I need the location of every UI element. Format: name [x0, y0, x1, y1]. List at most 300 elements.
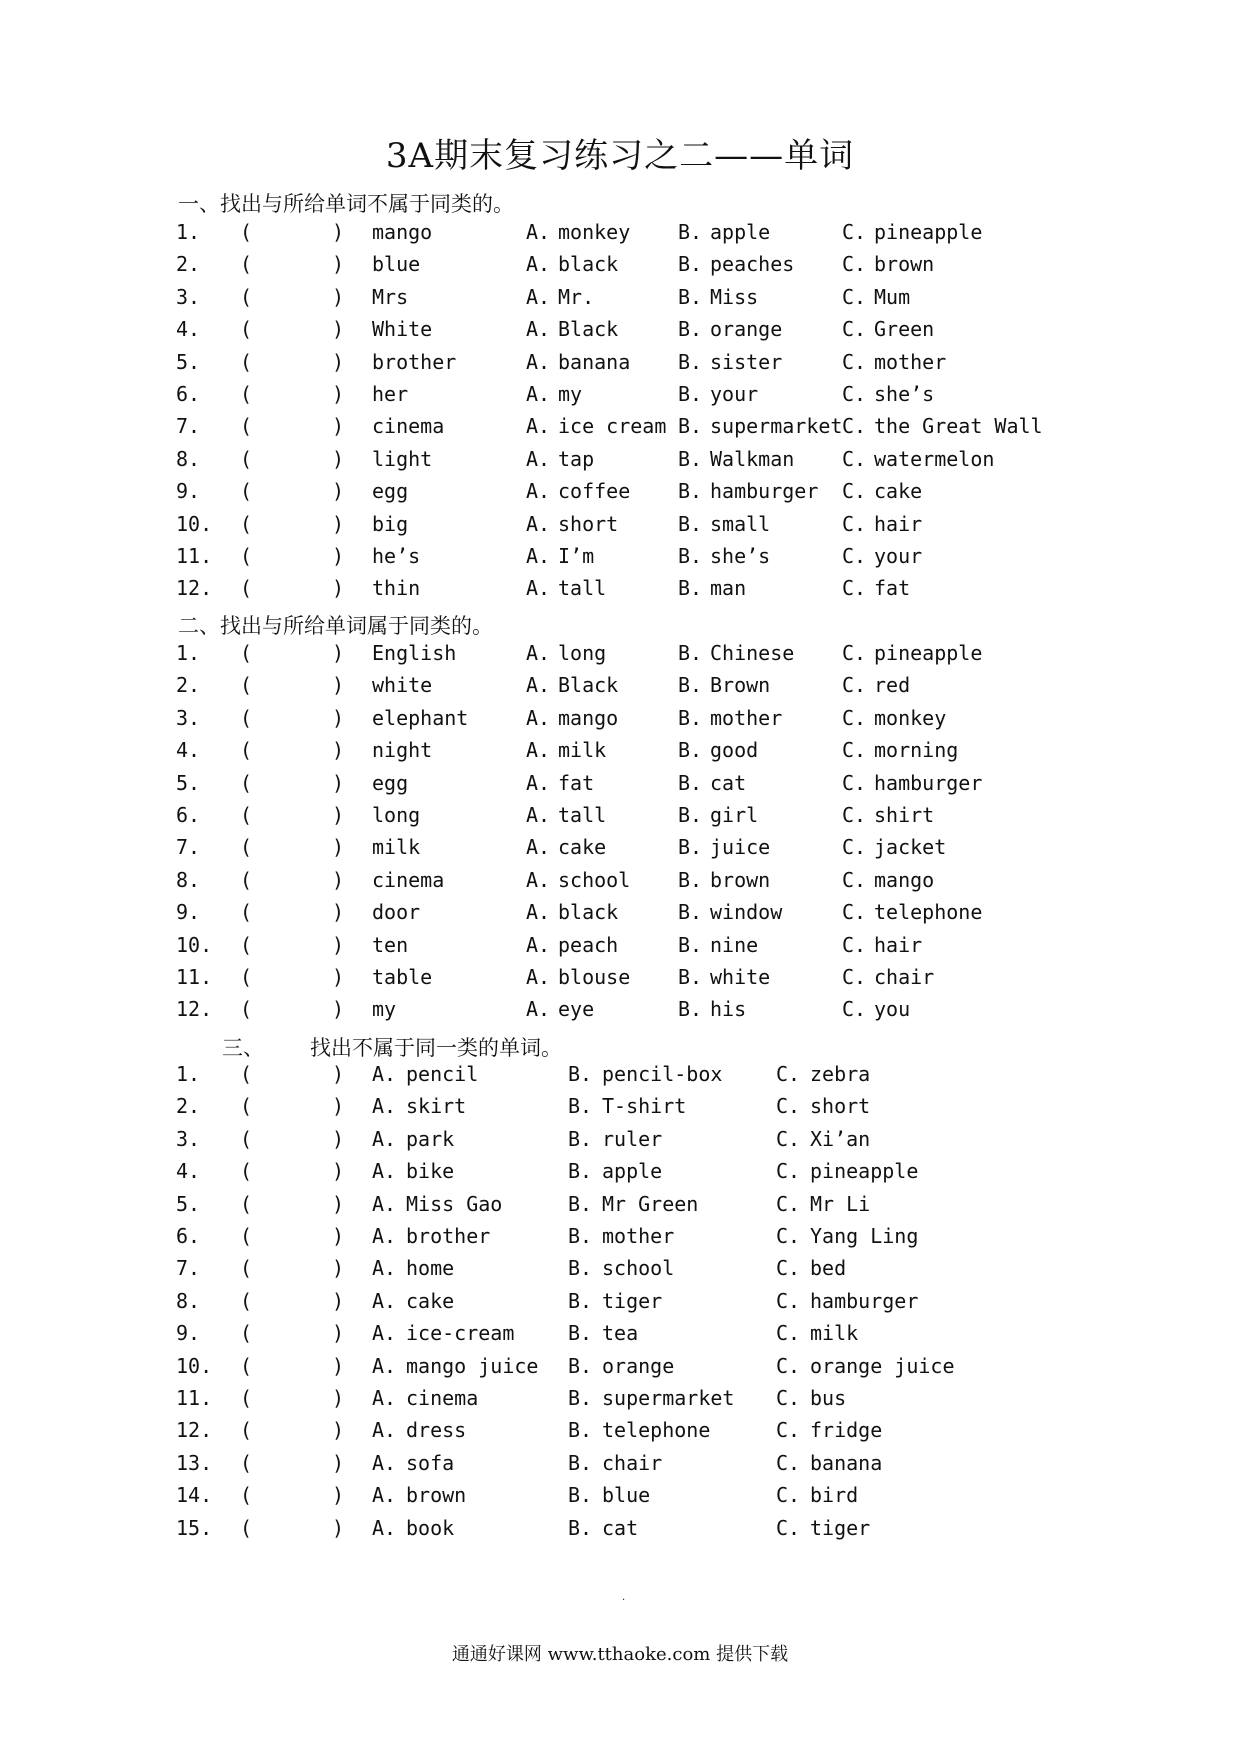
option-b-label: B.	[568, 1062, 593, 1086]
option-a-label: A.	[526, 576, 551, 601]
option-a-label: A.	[372, 1062, 397, 1086]
question-row	[0, 1483, 1240, 1516]
option-a-label: A.	[372, 1256, 397, 1281]
given-word: milk	[372, 835, 421, 860]
option-a-label: A.	[526, 932, 551, 957]
close-paren: )	[332, 803, 345, 827]
option-c-label: C.	[842, 349, 867, 374]
option-b: cat	[602, 1515, 639, 1540]
option-a: sofa	[406, 1450, 455, 1475]
option-b-label: B.	[678, 835, 703, 860]
question-number: 8.	[176, 1288, 201, 1313]
question-row	[0, 1418, 1240, 1451]
option-c-label: C.	[776, 1062, 801, 1086]
question-row	[0, 447, 1240, 480]
option-b-label: B.	[568, 1386, 593, 1410]
close-paren: )	[332, 1515, 345, 1540]
option-c-label: C.	[842, 965, 867, 989]
close-paren: )	[332, 511, 345, 536]
question-number: 9.	[176, 1321, 201, 1346]
option-c-label: C.	[842, 220, 867, 244]
close-paren: )	[332, 382, 345, 406]
option-a: eye	[558, 997, 595, 1022]
close-paren: )	[332, 1191, 345, 1216]
given-word: table	[372, 965, 433, 989]
close-paren: )	[332, 1450, 345, 1475]
option-c: Yang Ling	[810, 1224, 919, 1248]
option-a-label: A.	[372, 1224, 397, 1248]
open-paren: (	[240, 414, 253, 439]
option-a: school	[558, 867, 631, 892]
question-row	[0, 1516, 1240, 1549]
question-number: 2.	[176, 673, 201, 698]
option-b: girl	[710, 803, 759, 827]
open-paren: (	[240, 1288, 253, 1313]
open-paren: (	[240, 446, 253, 471]
option-a-label: A.	[526, 414, 551, 439]
option-a-label: A.	[372, 1450, 397, 1475]
option-c: watermelon	[874, 446, 995, 471]
close-paren: )	[332, 1386, 345, 1410]
option-c-label: C.	[842, 641, 867, 665]
question-row	[0, 706, 1240, 739]
question-number: 5.	[176, 349, 201, 374]
close-paren: )	[332, 900, 345, 925]
close-paren: )	[332, 414, 345, 439]
question-number: 2.	[176, 252, 201, 277]
close-paren: )	[332, 835, 345, 860]
option-c: hair	[874, 511, 923, 536]
option-c-label: C.	[776, 1191, 801, 1216]
option-a-label: A.	[372, 1321, 397, 1346]
close-paren: )	[332, 770, 345, 795]
open-paren: (	[240, 1126, 253, 1151]
option-b-label: B.	[678, 252, 703, 277]
option-c-label: C.	[842, 446, 867, 471]
given-word: night	[372, 738, 433, 763]
option-b: Mr Green	[602, 1191, 699, 1216]
option-b-label: B.	[568, 1191, 593, 1216]
option-b: apple	[710, 220, 771, 244]
question-row	[0, 1094, 1240, 1127]
question-number: 15.	[176, 1515, 213, 1540]
question-number: 6.	[176, 803, 201, 827]
close-paren: )	[332, 349, 345, 374]
option-c: hamburger	[810, 1288, 919, 1313]
option-c-label: C.	[776, 1321, 801, 1346]
option-c: brown	[874, 252, 935, 277]
close-paren: )	[332, 1353, 345, 1378]
option-b-label: B.	[678, 641, 703, 665]
question-row	[0, 285, 1240, 318]
question-row	[0, 1127, 1240, 1160]
option-b: juice	[710, 835, 771, 860]
close-paren: )	[332, 446, 345, 471]
option-a: my	[558, 382, 583, 406]
close-paren: )	[332, 1483, 345, 1508]
question-row	[0, 868, 1240, 901]
open-paren: (	[240, 803, 253, 827]
given-word: thin	[372, 576, 421, 601]
option-a: short	[558, 511, 619, 536]
option-b-label: B.	[678, 867, 703, 892]
option-a: skirt	[406, 1094, 467, 1119]
question-number: 2.	[176, 1094, 201, 1119]
open-paren: (	[240, 317, 253, 342]
option-a-label: A.	[372, 1515, 397, 1540]
option-c-label: C.	[776, 1288, 801, 1313]
option-c: shirt	[874, 803, 935, 827]
option-b-label: B.	[678, 544, 703, 568]
option-a-label: A.	[372, 1094, 397, 1119]
option-b-label: B.	[678, 738, 703, 763]
given-word: egg	[372, 479, 409, 504]
option-b: sister	[710, 349, 783, 374]
given-word: brother	[372, 349, 457, 374]
question-row	[0, 803, 1240, 836]
section-1-heading: 一、找出与所给单词不属于同类的。	[178, 192, 514, 216]
option-a-label: A.	[526, 835, 551, 860]
option-a: long	[558, 641, 607, 665]
given-word: egg	[372, 770, 409, 795]
option-c-label: C.	[842, 414, 867, 439]
option-a-label: A.	[526, 738, 551, 763]
question-number: 11.	[176, 965, 213, 989]
question-number: 1.	[176, 220, 201, 244]
option-c: fridge	[810, 1418, 883, 1443]
question-number: 4.	[176, 738, 201, 763]
close-paren: )	[332, 544, 345, 568]
option-b: Walkman	[710, 446, 795, 471]
option-a-label: A.	[526, 867, 551, 892]
option-c: telephone	[874, 900, 983, 925]
open-paren: (	[240, 252, 253, 277]
option-c: pineapple	[874, 641, 983, 665]
option-a: cinema	[406, 1386, 479, 1410]
option-c: you	[874, 997, 911, 1022]
close-paren: )	[332, 1418, 345, 1443]
option-a-label: A.	[526, 673, 551, 698]
given-word: light	[372, 446, 433, 471]
question-row	[0, 1354, 1240, 1387]
option-c: your	[874, 544, 923, 568]
given-word: English	[372, 641, 457, 665]
option-b: Chinese	[710, 641, 795, 665]
open-paren: (	[240, 349, 253, 374]
option-b-label: B.	[678, 317, 703, 342]
open-paren: (	[240, 932, 253, 957]
given-word: blue	[372, 252, 421, 277]
option-a-label: A.	[526, 997, 551, 1022]
option-c: banana	[810, 1450, 883, 1475]
option-c-label: C.	[842, 544, 867, 568]
question-number: 7.	[176, 835, 201, 860]
given-word: Mrs	[372, 284, 409, 309]
question-number: 8.	[176, 446, 201, 471]
close-paren: )	[332, 576, 345, 601]
close-paren: )	[332, 965, 345, 989]
option-b: hamburger	[710, 479, 819, 504]
open-paren: (	[240, 673, 253, 698]
option-c: mother	[874, 349, 947, 374]
option-b: man	[710, 576, 747, 601]
option-a-label: A.	[372, 1126, 397, 1151]
option-a: tall	[558, 576, 607, 601]
option-b-label: B.	[568, 1353, 593, 1378]
option-b-label: B.	[568, 1256, 593, 1281]
question-number: 6.	[176, 1224, 201, 1248]
given-word: big	[372, 511, 409, 536]
option-a-label: A.	[372, 1386, 397, 1410]
option-c: bus	[810, 1386, 847, 1410]
option-b: peaches	[710, 252, 795, 277]
option-a-label: A.	[372, 1288, 397, 1313]
option-a: tap	[558, 446, 595, 471]
open-paren: (	[240, 1450, 253, 1475]
option-b: she’s	[710, 544, 771, 568]
option-a-label: A.	[526, 803, 551, 827]
option-a: park	[406, 1126, 455, 1151]
question-number: 11.	[176, 1386, 213, 1410]
close-paren: )	[332, 673, 345, 698]
option-c-label: C.	[842, 738, 867, 763]
option-b: Brown	[710, 673, 771, 698]
close-paren: )	[332, 1224, 345, 1248]
option-a-label: A.	[526, 446, 551, 471]
option-b-label: B.	[568, 1515, 593, 1540]
option-c: tiger	[810, 1515, 871, 1540]
option-c: Green	[874, 317, 935, 342]
open-paren: (	[240, 576, 253, 601]
question-number: 3.	[176, 705, 201, 730]
close-paren: )	[332, 1126, 345, 1151]
option-c-label: C.	[776, 1418, 801, 1443]
question-row	[0, 1451, 1240, 1484]
question-row	[0, 252, 1240, 285]
option-c-label: C.	[842, 252, 867, 277]
close-paren: )	[332, 317, 345, 342]
close-paren: )	[332, 705, 345, 730]
option-a-label: A.	[526, 900, 551, 925]
option-c-label: C.	[842, 900, 867, 925]
question-row	[0, 641, 1240, 674]
given-word: my	[372, 997, 397, 1022]
option-a: coffee	[558, 479, 631, 504]
option-a-label: A.	[372, 1418, 397, 1443]
option-b-label: B.	[678, 900, 703, 925]
question-row	[0, 933, 1240, 966]
option-a: mango	[558, 705, 619, 730]
close-paren: )	[332, 932, 345, 957]
option-b-label: B.	[678, 511, 703, 536]
option-a: tall	[558, 803, 607, 827]
question-row	[0, 220, 1240, 253]
option-b: apple	[602, 1159, 663, 1184]
option-b: tiger	[602, 1288, 663, 1313]
question-row	[0, 382, 1240, 415]
option-c: orange juice	[810, 1353, 955, 1378]
option-b-label: B.	[678, 770, 703, 795]
given-word: her	[372, 382, 409, 406]
close-paren: )	[332, 1094, 345, 1119]
option-b-label: B.	[568, 1094, 593, 1119]
close-paren: )	[332, 1159, 345, 1184]
option-c-label: C.	[842, 382, 867, 406]
option-b-label: B.	[678, 997, 703, 1022]
option-a: ice cream	[558, 414, 667, 439]
option-a-label: A.	[372, 1191, 397, 1216]
question-number: 8.	[176, 867, 201, 892]
option-b: supermarket	[710, 414, 843, 439]
option-b-label: B.	[678, 576, 703, 601]
option-c-label: C.	[776, 1126, 801, 1151]
close-paren: )	[332, 284, 345, 309]
option-a: cake	[558, 835, 607, 860]
option-c: Mr Li	[810, 1191, 871, 1216]
question-number: 3.	[176, 1126, 201, 1151]
option-a-label: A.	[526, 641, 551, 665]
option-a-label: A.	[526, 317, 551, 342]
option-b-label: B.	[678, 932, 703, 957]
option-c: fat	[874, 576, 911, 601]
option-b: small	[710, 511, 771, 536]
option-b-label: B.	[568, 1159, 593, 1184]
question-row	[0, 1321, 1240, 1354]
open-paren: (	[240, 641, 253, 665]
option-c: Mum	[874, 284, 911, 309]
open-paren: (	[240, 835, 253, 860]
option-c: pineapple	[810, 1159, 919, 1184]
option-c-label: C.	[776, 1483, 801, 1508]
option-b: cat	[710, 770, 747, 795]
option-b: ruler	[602, 1126, 663, 1151]
section-3-heading-num: 三、	[222, 1036, 264, 1060]
option-c: short	[810, 1094, 871, 1119]
option-b-label: B.	[678, 220, 703, 244]
option-a-label: A.	[526, 965, 551, 989]
option-c: zebra	[810, 1062, 871, 1086]
option-c: milk	[810, 1321, 859, 1346]
given-word: ten	[372, 932, 409, 957]
option-b: mother	[602, 1224, 675, 1248]
close-paren: )	[332, 220, 345, 244]
option-c-label: C.	[842, 835, 867, 860]
option-a: cake	[406, 1288, 455, 1313]
question-row	[0, 1256, 1240, 1289]
option-a-label: A.	[526, 511, 551, 536]
option-c-label: C.	[776, 1094, 801, 1119]
option-a: Black	[558, 673, 619, 698]
question-number: 6.	[176, 382, 201, 406]
option-b-label: B.	[678, 349, 703, 374]
option-b-label: B.	[678, 479, 703, 504]
option-a: home	[406, 1256, 455, 1281]
question-row	[0, 1224, 1240, 1257]
option-b-label: B.	[568, 1450, 593, 1475]
option-c-label: C.	[842, 511, 867, 536]
option-b: orange	[602, 1353, 675, 1378]
option-c: monkey	[874, 705, 947, 730]
given-word: White	[372, 317, 433, 342]
option-c-label: C.	[776, 1224, 801, 1248]
option-c: she’s	[874, 382, 935, 406]
option-c-label: C.	[842, 317, 867, 342]
option-a-label: A.	[526, 705, 551, 730]
open-paren: (	[240, 382, 253, 406]
question-number: 4.	[176, 1159, 201, 1184]
option-b-label: B.	[678, 965, 703, 989]
question-row	[0, 965, 1240, 998]
option-c-label: C.	[776, 1353, 801, 1378]
option-c: bird	[810, 1483, 859, 1508]
open-paren: (	[240, 770, 253, 795]
question-number: 12.	[176, 1418, 213, 1443]
question-row	[0, 1386, 1240, 1419]
given-word: he’s	[372, 544, 421, 568]
question-number: 12.	[176, 997, 213, 1022]
option-c: red	[874, 673, 911, 698]
option-c-label: C.	[842, 932, 867, 957]
option-c-label: C.	[776, 1256, 801, 1281]
open-paren: (	[240, 1159, 253, 1184]
section-3-heading: 找出不属于同一类的单词。	[310, 1036, 562, 1060]
option-a: milk	[558, 738, 607, 763]
option-c-label: C.	[776, 1450, 801, 1475]
option-b-label: B.	[678, 284, 703, 309]
open-paren: (	[240, 1062, 253, 1086]
option-b: window	[710, 900, 783, 925]
close-paren: )	[332, 1256, 345, 1281]
close-paren: )	[332, 1321, 345, 1346]
option-b: your	[710, 382, 759, 406]
option-a: dress	[406, 1418, 467, 1443]
option-b: his	[710, 997, 747, 1022]
open-paren: (	[240, 738, 253, 763]
option-b-label: B.	[678, 382, 703, 406]
option-c-label: C.	[842, 576, 867, 601]
option-b: Miss	[710, 284, 759, 309]
question-number: 11.	[176, 544, 213, 568]
close-paren: )	[332, 641, 345, 665]
option-c: hamburger	[874, 770, 983, 795]
option-a-label: A.	[526, 252, 551, 277]
close-paren: )	[332, 1062, 345, 1086]
option-a: monkey	[558, 220, 631, 244]
option-b: white	[710, 965, 771, 989]
option-c-label: C.	[776, 1159, 801, 1184]
question-row	[0, 350, 1240, 383]
open-paren: (	[240, 1386, 253, 1410]
question-number: 9.	[176, 479, 201, 504]
option-b: supermarket	[602, 1386, 735, 1410]
option-b-label: B.	[678, 414, 703, 439]
given-word: cinema	[372, 414, 445, 439]
option-b-label: B.	[568, 1288, 593, 1313]
option-a: Mr.	[558, 284, 595, 309]
question-row	[0, 1289, 1240, 1322]
option-b-label: B.	[568, 1321, 593, 1346]
open-paren: (	[240, 284, 253, 309]
question-number: 10.	[176, 1353, 213, 1378]
option-a-label: A.	[372, 1483, 397, 1508]
question-number: 7.	[176, 414, 201, 439]
option-b: pencil-box	[602, 1062, 723, 1086]
question-number: 4.	[176, 317, 201, 342]
open-paren: (	[240, 900, 253, 925]
question-row	[0, 771, 1240, 804]
close-paren: )	[332, 1288, 345, 1313]
option-b: orange	[710, 317, 783, 342]
